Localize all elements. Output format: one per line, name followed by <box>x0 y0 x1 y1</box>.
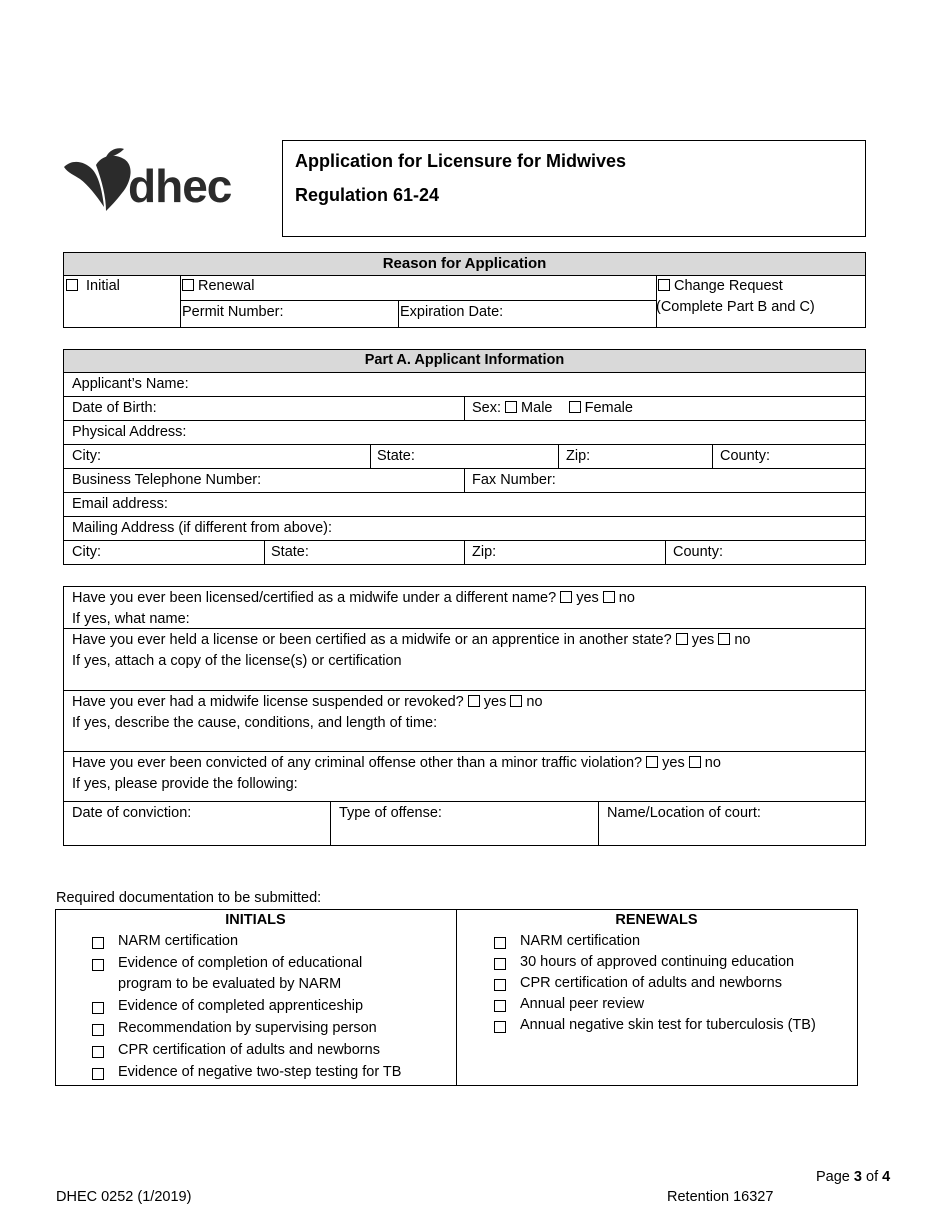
court-field[interactable]: Name/Location of court: <box>607 805 761 821</box>
question-other-state-detail: If yes, attach a copy of the license(s) or certification <box>72 653 402 669</box>
question-convicted-detail: If yes, please provide the following: <box>72 776 298 792</box>
question-suspended-detail[interactable]: If yes, describe the cause, conditions, and length of time: <box>72 715 438 731</box>
renewals-item: Annual peer review <box>520 996 645 1012</box>
initials-checkbox[interactable] <box>92 937 104 949</box>
applicant-name-field[interactable]: Applicant’s Name: <box>72 376 189 392</box>
initials-checkbox[interactable] <box>92 1002 104 1014</box>
mailing-address-field[interactable]: Mailing Address (if different from above): <box>72 520 333 536</box>
q2-yes-checkbox[interactable] <box>676 633 688 645</box>
renewals-item: 30 hours of approved continuing education <box>520 954 795 970</box>
renewals-item: Annual negative skin test for tuberculosis (TB) <box>520 1017 816 1033</box>
initials-checkbox[interactable] <box>92 959 104 971</box>
q2-no-checkbox[interactable] <box>718 633 730 645</box>
docs-label: Required documentation to be submitted: <box>56 890 322 906</box>
renewals-item: CPR certification of adults and newborns <box>520 975 782 991</box>
type-of-offense-field[interactable]: Type of offense: <box>339 805 442 821</box>
mailing-city-field[interactable]: City: <box>72 544 101 560</box>
change-request-note: (Complete Part B and C) <box>656 299 815 315</box>
retention-number: Retention 16327 <box>667 1189 774 1205</box>
county-field[interactable]: County: <box>720 448 770 464</box>
renewal-option[interactable]: Renewal <box>182 278 254 294</box>
question-suspended: Have you ever had a midwife license suspended or revoked? yes no <box>72 694 543 710</box>
initials-item: program to be evaluated by NARM <box>118 976 342 992</box>
q3-yes-checkbox[interactable] <box>468 695 480 707</box>
city-field[interactable]: City: <box>72 448 101 464</box>
question-convicted: Have you ever been convicted of any criminal offense other than a minor traffic violation? yes no <box>72 755 721 771</box>
regulation-label: Regulation 61-24 <box>295 185 440 205</box>
permit-number-field[interactable]: Permit Number: <box>182 304 284 320</box>
question-other-state: Have you ever held a license or been certified as a midwife or an apprentice in another state? yes no <box>72 632 751 648</box>
renewals-checkbox[interactable] <box>494 958 506 970</box>
initials-item: NARM certification <box>118 933 239 949</box>
renewals-checkbox[interactable] <box>494 1021 506 1033</box>
logo-wordmark: dhec <box>128 160 232 212</box>
form-id: DHEC 0252 (1/2019) <box>56 1189 192 1205</box>
question-other-name-detail[interactable]: If yes, what name: <box>72 611 190 627</box>
renewals-checkbox[interactable] <box>494 979 506 991</box>
state-field[interactable]: State: <box>377 448 415 464</box>
partA-heading: Part A. Applicant Information <box>364 352 565 368</box>
initial-checkbox[interactable] <box>66 279 78 291</box>
initials-checkbox[interactable] <box>92 1068 104 1080</box>
initial-option[interactable]: Initial <box>66 278 120 294</box>
q4-no-checkbox[interactable] <box>689 756 701 768</box>
mailing-county-field[interactable]: County: <box>673 544 723 560</box>
fax-field[interactable]: Fax Number: <box>472 472 556 488</box>
email-field[interactable]: Email address: <box>72 496 168 512</box>
zip-field[interactable]: Zip: <box>566 448 591 464</box>
initials-heading: INITIALS <box>225 912 286 928</box>
initials-item: CPR certification of adults and newborns <box>118 1042 380 1058</box>
business-phone-field[interactable]: Business Telephone Number: <box>72 472 262 488</box>
sex-field: Sex: Male Female <box>472 400 633 416</box>
renewals-heading: RENEWALS <box>615 912 698 928</box>
initials-checkbox[interactable] <box>92 1046 104 1058</box>
reason-heading: Reason for Application <box>382 255 547 272</box>
change-request-checkbox[interactable] <box>658 279 670 291</box>
initials-item: Evidence of negative two-step testing for TB <box>118 1064 402 1080</box>
dob-field[interactable]: Date of Birth: <box>72 400 157 416</box>
initials-item: Evidence of completion of educational <box>118 955 363 971</box>
q1-yes-checkbox[interactable] <box>560 591 572 603</box>
female-checkbox[interactable] <box>569 401 581 413</box>
physical-address-field[interactable]: Physical Address: <box>72 424 187 440</box>
renewals-checkbox[interactable] <box>494 1000 506 1012</box>
page-title: Application for Licensure for Midwives <box>295 151 627 171</box>
initials-checkbox[interactable] <box>92 1024 104 1036</box>
male-checkbox[interactable] <box>505 401 517 413</box>
initials-item: Evidence of completed apprenticeship <box>118 998 364 1014</box>
change-request-option[interactable]: Change Request <box>658 278 783 294</box>
dhec-logo <box>62 145 247 220</box>
renewals-item: NARM certification <box>520 933 641 949</box>
renewal-checkbox[interactable] <box>182 279 194 291</box>
initials-item: Recommendation by supervising person <box>118 1020 377 1036</box>
q1-no-checkbox[interactable] <box>603 591 615 603</box>
q3-no-checkbox[interactable] <box>510 695 522 707</box>
renewals-checkbox[interactable] <box>494 937 506 949</box>
mailing-zip-field[interactable]: Zip: <box>472 544 497 560</box>
question-other-name: Have you ever been licensed/certified as a midwife under a different name? yes no <box>72 590 635 606</box>
date-of-conviction-field[interactable]: Date of conviction: <box>72 805 192 821</box>
mailing-state-field[interactable]: State: <box>271 544 309 560</box>
q4-yes-checkbox[interactable] <box>646 756 658 768</box>
page-indicator: Page 3 of 4 <box>816 1169 891 1185</box>
title-box <box>282 140 866 237</box>
expiration-date-field[interactable]: Expiration Date: <box>400 304 504 320</box>
